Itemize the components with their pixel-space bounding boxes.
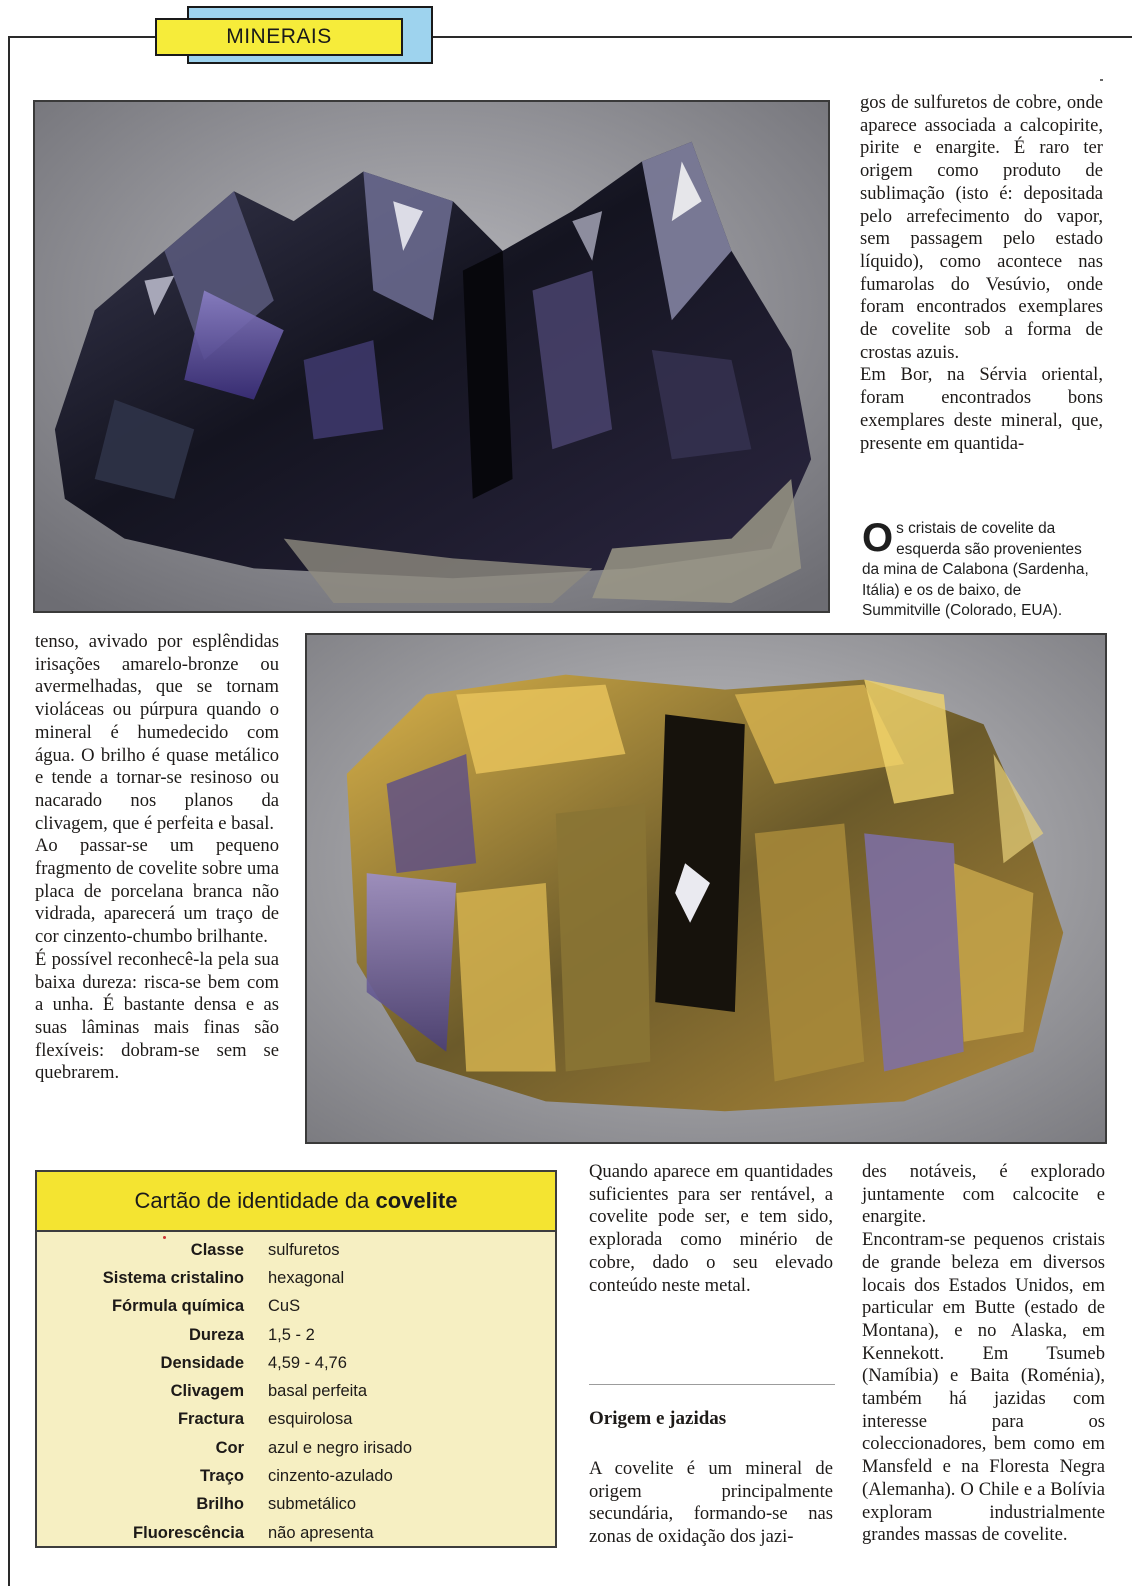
identity-card-rows <box>37 1236 555 1547</box>
card-key: Fórmula química <box>111 1297 244 1316</box>
card-value: submetálico <box>268 1495 357 1514</box>
section-divider <box>589 1384 835 1385</box>
card-key: Fluorescência <box>133 1523 244 1542</box>
card-row-cor <box>37 1434 555 1462</box>
card-row-dureza <box>37 1321 555 1349</box>
covelite-photo-summitville <box>305 633 1107 1144</box>
card-row-clivagem <box>37 1377 555 1405</box>
print-red-dot <box>163 1236 166 1239</box>
card-row-fluorescencia <box>37 1519 555 1547</box>
body-text-origin: A covelite é um mineral de origem principalmente secundária, formando-se nas zonas de oxidação dos jazi- <box>589 1458 833 1548</box>
card-value: sulfuretos <box>268 1240 340 1259</box>
identity-card-title-prefix: Cartão de identidade da <box>134 1188 370 1213</box>
card-key: Densidade <box>160 1353 244 1372</box>
body-text-left-middle: tenso, avivado por esplêndidas irisações amarelo-bronze ou avermelhadas, que se tornam violáceas ou púrpura quando o mineral é humedecido com água. O brilho é quase metálico e tende a tornar-se resinoso ou nacarado nos planos da clivagem, que é perfeita e basal. Ao passar-se um pequeno fragmento de covelite sobre uma placa de porcelana branca não vidrada, aparecerá um traço de cor cinzento-chumbo brilhante. É possível reconhecê-la pela sua baixa dureza: risca-se bem com a unha. É bastante densa e as suas lâminas mais finas são flexíveis: dobram-se sem se quebrarem. <box>35 631 279 1084</box>
body-text-right-bottom: des notáveis, é explorado juntamente com calcocite e enargite. Encontram-se pequenos cristais de grande beleza em diversos locais dos Estados Unidos, em particular em Butte (estado de Montana), e no Alaska, em Kennekott. Em Tsumeb (Namíbia) e Baita (Roménia), também há jazidas com interesse para os coleccionadores, bem como em Mansfeld e na Floresta Negra (Alemanha). O Chile e a Bolívia exploram industrialmente grandes massas de covelite. <box>862 1161 1105 1546</box>
card-row-traco <box>37 1462 555 1490</box>
card-key: Sistema cristalino <box>102 1268 244 1287</box>
identity-card <box>35 1170 557 1548</box>
card-value: hexagonal <box>268 1268 345 1287</box>
card-value: azul e negro irisado <box>268 1438 413 1457</box>
section-label: MINERAIS <box>155 18 403 56</box>
body-text-middle-bottom: Quando aparece em quantidades suficientes para ser rentável, a covelite pode ser, e tem sido, explorada como minério de cobre, dado o seu elevado conteúdo neste metal. <box>589 1161 833 1296</box>
card-value: 4,59 - 4,76 <box>268 1353 347 1372</box>
print-speck <box>1100 79 1103 81</box>
card-value: não apresenta <box>268 1523 374 1542</box>
identity-card-title <box>37 1172 555 1232</box>
card-value: 1,5 - 2 <box>268 1325 315 1344</box>
card-key: Traço <box>199 1467 244 1486</box>
card-key: Cor <box>215 1438 244 1457</box>
caption-text: s cristais de covelite da esquerda são provenientes da mina de Calabona (Sardenha, Itália) e os de baixo, de Summitville (Colorado, EUA). <box>862 520 1089 620</box>
card-value: cinzento-azulado <box>268 1467 393 1486</box>
card-key: Clivagem <box>170 1382 244 1401</box>
card-row-fractura <box>37 1406 555 1434</box>
card-key: Dureza <box>188 1325 244 1344</box>
card-row-formula <box>37 1293 555 1321</box>
card-row-classe <box>37 1236 555 1264</box>
card-row-densidade <box>37 1349 555 1377</box>
body-text-right-top: gos de sulfuretos de cobre, onde aparece associada a calcopirite, pirite e enargite. É raro ter origem como produto de sublimação (isto é: depositada pelo arrefecimento do vapor, sem passagem pelo estado líquido), como acontece nas fumarolas do Vesúvio, onde foram encontrados exemplares de covelite sob a forma de crostas azuis. Em Bor, na Sérvia oriental, foram encontrados bons exemplares deste mineral, que, presente em quantida- <box>860 92 1103 454</box>
card-value: basal perfeita <box>268 1382 368 1401</box>
photo-caption <box>862 516 1102 622</box>
card-value: esquirolosa <box>268 1410 353 1429</box>
card-key: Fractura <box>177 1410 244 1429</box>
card-row-sistema <box>37 1264 555 1292</box>
card-row-brilho <box>37 1491 555 1519</box>
card-key: Classe <box>190 1240 244 1259</box>
identity-card-title-mineral: covelite <box>375 1188 458 1213</box>
caption-dropcap: O <box>862 516 894 560</box>
covelite-photo-calabona <box>33 100 830 613</box>
card-value: CuS <box>268 1297 301 1316</box>
subheading-origem: Origem e jazidas <box>589 1408 727 1429</box>
card-key: Brilho <box>196 1495 244 1514</box>
